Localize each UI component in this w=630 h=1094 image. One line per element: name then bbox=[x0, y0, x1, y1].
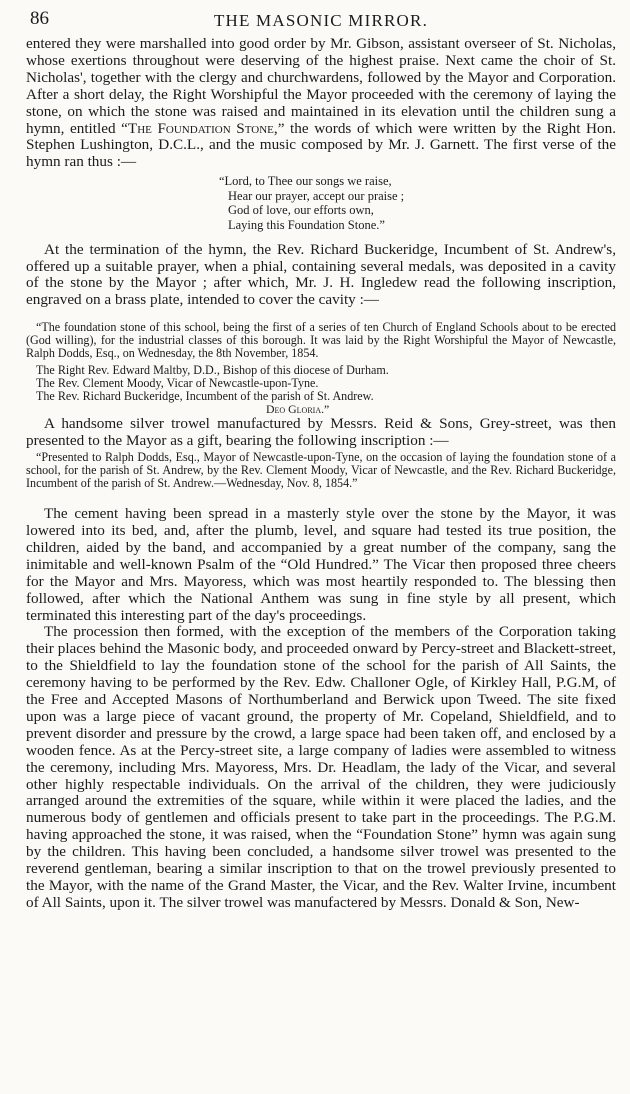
paragraph-ceremony-start bbox=[26, 36, 616, 171]
verse-line: Hear our prayer, accept our praise ; bbox=[228, 188, 405, 203]
paragraph-cement: The cement having been spread in a masterly style over the stone by the Mayor, it was lowered into its bed, and, after the plumb, level, and square had tested its true position, the children, aided by the band, and accompanied by a great number of the company, sang the inimitable and well-known Psalm of the “Old Hundred.” The Vicar then proposed three cheers for the Mayor and Mrs. Mayoress, which was most heartily responded to. The blessing then followed, after which the National Anthem was sung in fine style by all present, which terminated this interesting part of the day's proceedings. bbox=[26, 505, 616, 624]
signatory-line: The Rev. Richard Buckeridge, Incumbent of the parish of St. Andrew. bbox=[36, 389, 374, 404]
paragraph-trowel-presentation: A handsome silver trowel manufactured by Messrs. Reid & Sons, Grey-street, was then presented to the Mayor as a gift, bearing the following inscription :— bbox=[26, 415, 616, 450]
verse-line: Laying this Foundation Stone.” bbox=[228, 218, 385, 233]
page-number: 86 bbox=[30, 8, 49, 29]
signatory-line: The Rev. Clement Moody, Vicar of Newcastle-upon-Tyne. bbox=[36, 376, 319, 391]
running-title: THE MASONIC MIRROR. bbox=[213, 11, 429, 30]
paragraph-text: ” the words of which were written by the Right Hon. Stephen Lushington, D.C.L., and the music composed by Mr. J. Garnett. The first verse of the hymn ran thus :— bbox=[26, 119, 616, 171]
hymn-title-smallcaps: The Foundation Stone, bbox=[127, 119, 278, 137]
hymn-verse bbox=[219, 174, 616, 232]
paragraph-text: entered they were marshalled into good order by Mr. Gibson, assistant overseer of St. Nicholas, whose exertions throughout were deserving of the highest praise. Next came the choir of St. Nicholas', together with the clergy and churchwardens, followed by the Mayor and Corporation. After a short delay, the Right Worshipful the Mayor proceeded with the ceremony of laying the stone, on which the stone was raised and maintained in its elevation until the children sung a hymn, entitled “ bbox=[26, 35, 616, 137]
foundation-inscription: “The foundation stone of this school, being the first of a series of ten Church of England Schools about to be erected (God willing), for the industrial classes of this borough. It was laid by the Right Worshipful the Mayor of Newcastle, Ralph Dodds, Esq., on Wednesday, the 8th November, 1854. bbox=[26, 320, 616, 361]
verse-line: “Lord, to Thee our songs we raise, bbox=[219, 174, 392, 189]
signatory-line: The Right Rev. Edward Maltby, D.D., Bishop of this diocese of Durham. bbox=[36, 363, 389, 378]
trowel-inscription: “Presented to Ralph Dodds, Esq., Mayor of Newcastle-upon-Tyne, on the occasion of laying the foundation stone of a school, for the parish of St. Andrew, by the Rev. Clement Moody, Vicar of Newcastle, and the Rev. Richard Buckeridge, Incumbent of the parish of St. Andrew.—Wednesday, Nov. 8, 1854.” bbox=[26, 450, 616, 491]
paragraph-prayer: At the termination of the hymn, the Rev. Richard Buckeridge, Incumbent of St. Andrew's, offered up a suitable prayer, when a phial, containing several medals, was deposited in a cavity of the stone by the Mayor ; after which, Mr. J. H. Ingledew read the following inscription, engraved on a brass plate, intended to cover the cavity :— bbox=[26, 240, 616, 309]
verse-line: God of love, our efforts own, bbox=[228, 203, 374, 218]
page-header bbox=[26, 6, 616, 36]
inscription-motto: Deo Gloria.” bbox=[266, 402, 330, 417]
paragraph-procession: The procession then formed, with the exception of the members of the Corporation taking their places behind the Masonic body, and proceeded onward by Percy-street and Blackett-street, to the Shieldfield to lay the foundation stone of the school for the parish of All Saints, the ceremony having to be performed by the Rev. Edw. Challoner Ogle, of Kirkley Hall, P.G.M, of the Free and Accepted Masons of Northumberland and Berwick upon Tweed. The site fixed upon was a large piece of vacant ground, the property of Mr. Copeland, Shieldfield, and to prevent disorder and pressure by the crowd, a large space had been taken off, and enclosed by a wooden fence. As at the Percy-street site, a large company of ladies were assembled to witness the ceremony, including Mrs. Mayoress, Mrs. Dr. Headlam, the lady of the Vicar, and several other highly respectable individuals. On the arrival of the children, they were judiciously arranged around the extremities of the square, while within it were placed the ladies, and the numerous body of gentlemen and officials present to take part in the proceedings. The P.G.M. having approached the stone, it was raised, when the “Foundation Stone” hymn was again sung by the children. This having been concluded, a handsome silver trowel was presented to the reverend gentleman, bearing a similar inscription to that on the trowel previously presented to the Mayor, with the name of the Grand Master, the Vicar, and the Rev. Walter Irvine, incumbent of All Saints, upon it. The silver trowel was manufactered by Messrs. Donald & Son, New- bbox=[26, 623, 616, 911]
